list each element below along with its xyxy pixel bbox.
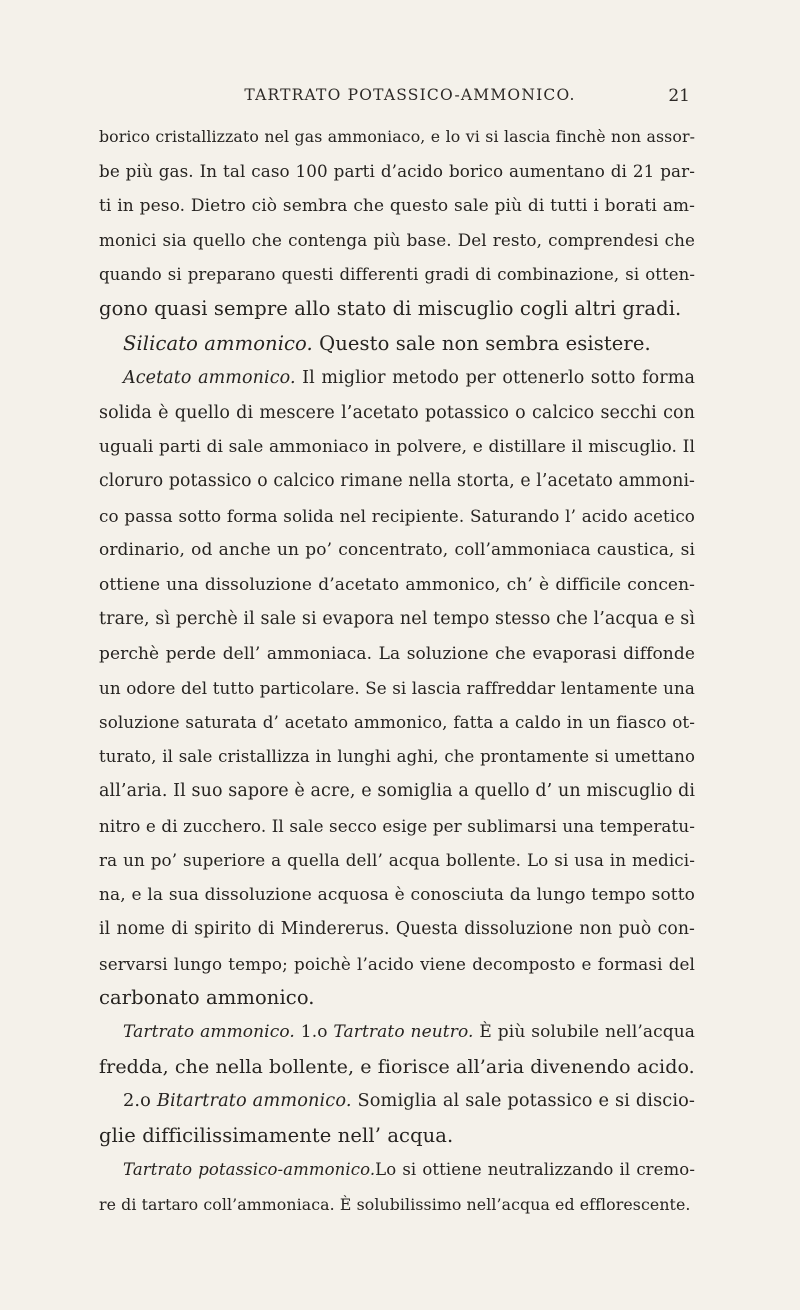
entry-number: 2.o	[123, 1091, 157, 1112]
running-header	[130, 86, 690, 110]
text-line: co passa sotto forma solida nel recipiente. Saturando l’ acido acetico	[99, 505, 695, 526]
text-line: trare, sì perchè il sale si evapora nel tempo stesso che l’acqua e sì	[99, 609, 696, 630]
text-line: il nome di spirito di Mindererus. Questa dissoluzione non può con-	[99, 919, 695, 940]
text-line: un odore del tutto particolare. Se si lascia raffreddar lentamente una	[99, 678, 695, 698]
entry-subterm: Tartrato neutro.	[333, 1022, 474, 1043]
text-line: monici sia quello che contenga più base. Del resto, comprendesi che	[99, 230, 695, 251]
text-line: fredda, che nella bollente, e fiorisce all’aria divenendo acido.	[99, 1055, 695, 1078]
paragraph-tartrato	[99, 1015, 695, 1049]
entry-term: Bitartrato ammonico.	[156, 1091, 352, 1112]
text-line: ti in peso. Dietro ciò sembra che questo sale più di tutti i borati am-	[99, 195, 695, 216]
entry-term: Silicato ammonico.	[123, 331, 313, 355]
text-line: servarsi lungo tempo; poichè l’acido viene decomposto e formasi del	[99, 953, 695, 974]
text-line: ordinario, od anche un po’ concentrato, coll’ammoniaca caustica, si	[99, 540, 695, 561]
running-title: TARTRATO POTASSICO-AMMONICO.	[244, 86, 576, 104]
text-line: gono quasi sempre allo stato di miscuglio cogli altri gradi.	[99, 297, 682, 321]
entry-text: Il miglior metodo per ottenerlo sotto forma	[295, 368, 695, 389]
body-text	[99, 120, 695, 1222]
entry-number: 1.o	[294, 1022, 334, 1043]
text-line: cloruro potassico o calcico rimane nella storta, e l’acetato ammoni-	[99, 471, 695, 492]
text-line: soluzione saturata d’ acetato ammonico, fatta a caldo in un fiasco ot-	[99, 712, 695, 733]
text-line: ottiene una dissoluzione d’acetato ammonico, ch’ è difficile concen-	[99, 574, 695, 595]
text-line: carbonato ammonico.	[99, 985, 315, 1009]
entry-text: Lo si ottiene neutralizzando il cremo-	[375, 1160, 695, 1180]
text-line: nitro e di zucchero. Il sale secco esige per sublimarsi una temperatu-	[99, 815, 695, 836]
text-line: perchè perde dell’ ammoniaca. La soluzione che evaporasi diffonde	[99, 643, 695, 664]
entry-term: Tartrato ammonico.	[123, 1022, 295, 1043]
text-line: re di tartaro coll’ammoniaca. È solubilissimo nell’acqua ed efflorescente.	[99, 1194, 691, 1214]
entry-text: Questo sale non sembra esistere.	[312, 331, 651, 355]
text-line: all’aria. Il suo sapore è acre, e somiglia a quello d’ un miscuglio di	[99, 781, 696, 802]
paragraph-acetato	[99, 361, 695, 395]
entry-term: Acetato ammonico.	[123, 368, 296, 389]
text-line: borico cristallizzato nel gas ammoniaco, e lo vi si lascia finchè non assor-	[99, 127, 695, 146]
entry-term: Tartrato potassico-ammonico.	[123, 1160, 376, 1180]
entry-text: Somiglia al sale potassico e si discio-	[351, 1091, 695, 1112]
paragraph-tartrato-potassico	[99, 1153, 695, 1187]
text-line: turato, il sale cristallizza in lunghi aghi, che prontamente si umettano	[99, 746, 695, 766]
text-line: uguali parti di sale ammoniaco in polvere, e distillare il miscuglio. Il	[99, 436, 695, 457]
paragraph-bitartrato	[99, 1084, 695, 1118]
text-line: glie difficilissimamente nell’ acqua.	[99, 1123, 454, 1147]
text-line: na, e la sua dissoluzione acquosa è conosciuta da lungo tempo sotto	[99, 884, 695, 905]
text-line: solida è quello di mescere l’acetato potassico o calcico secchi con	[99, 402, 695, 423]
page-number: 21	[668, 86, 690, 106]
text-line: quando si preparano questi differenti gradi di combinazione, si otten-	[99, 264, 695, 284]
text-line: be più gas. In tal caso 100 parti d’acido borico aumentano di 21 par-	[99, 161, 695, 182]
paragraph-silicato	[99, 327, 695, 361]
text-line: ra un po’ superiore a quella dell’ acqua bollente. Lo si usa in medici-	[99, 850, 695, 871]
entry-text: È più solubile nell’acqua	[473, 1022, 696, 1043]
